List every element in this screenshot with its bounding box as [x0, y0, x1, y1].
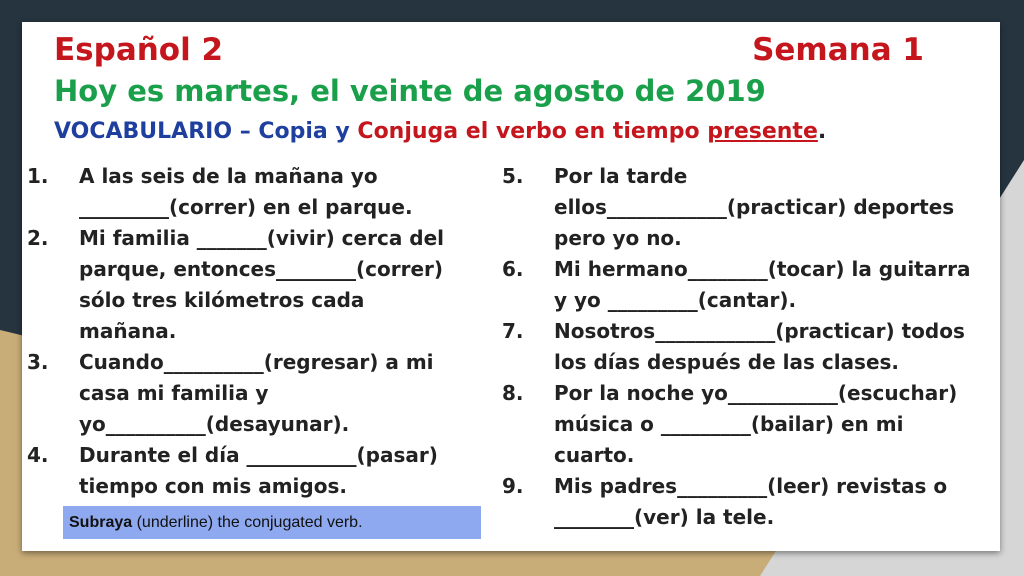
item-number: 6.: [502, 257, 524, 281]
item-text: A las seis de la mañana yo _________(correr) en el parque.: [79, 164, 413, 219]
item-text: Cuando__________(regresar) a mi casa mi familia y yo__________(desayunar).: [79, 350, 434, 436]
exercise-item: [27, 440, 452, 502]
exercise-item: [502, 316, 972, 378]
slide-card: [22, 22, 1000, 551]
item-number: 7.: [502, 319, 524, 343]
instruction-period: .: [817, 119, 827, 144]
dash: –: [232, 119, 259, 144]
item-text: Por la noche yo___________(escuchar) música o _________(bailar) en mi cuarto.: [554, 381, 958, 467]
item-number: 1.: [27, 164, 49, 188]
exercise-item: [502, 161, 972, 254]
item-number: 2.: [27, 226, 49, 250]
item-number: 8.: [502, 381, 524, 405]
item-text: Mi familia _______(vivir) cerca del parque, entonces________(correr) sólo tres kilómetros cada mañana.: [79, 226, 445, 343]
exercise-item: [502, 378, 972, 471]
item-text: Nosotros____________(practicar) todos los días después de las clases.: [554, 319, 965, 374]
item-text: Mis padres_________(leer) revistas o ________(ver) la tele.: [554, 474, 948, 529]
exercise-item: [27, 223, 452, 347]
item-number: 4.: [27, 443, 49, 467]
date-line: Hoy es martes, el veinte de agosto de 2019: [54, 74, 766, 108]
item-number: 5.: [502, 164, 524, 188]
item-text: Durante el día ___________(pasar) tiempo con mis amigos.: [79, 443, 438, 498]
item-text: Por la tarde ellos____________(practicar) deportes pero yo no.: [554, 164, 955, 250]
note-text: (underline) the conjugated verb.: [132, 514, 363, 531]
exercise-item: [27, 161, 452, 223]
exercise-item: [27, 347, 452, 440]
instruction-line: [54, 119, 826, 144]
item-text: Mi hermano________(tocar) la guitarra y yo _________(cantar).: [554, 257, 971, 312]
underline-note: [63, 506, 481, 539]
vocab-label: VOCABULARIO: [54, 119, 233, 144]
exercise-item: [502, 254, 972, 316]
item-number: 9.: [502, 474, 524, 498]
exercise-list-left: [27, 161, 452, 502]
item-number: 3.: [27, 350, 49, 374]
note-bold: Subraya: [69, 514, 133, 531]
copia-text: Copia y: [258, 119, 358, 144]
tense-word: presente: [707, 119, 818, 144]
week-label: Semana 1: [752, 32, 924, 68]
exercise-list-right: [502, 161, 972, 533]
exercise-item: [502, 471, 972, 533]
course-title: Español 2: [54, 32, 224, 68]
conjuga-text: Conjuga el verbo en tiempo: [357, 119, 708, 144]
